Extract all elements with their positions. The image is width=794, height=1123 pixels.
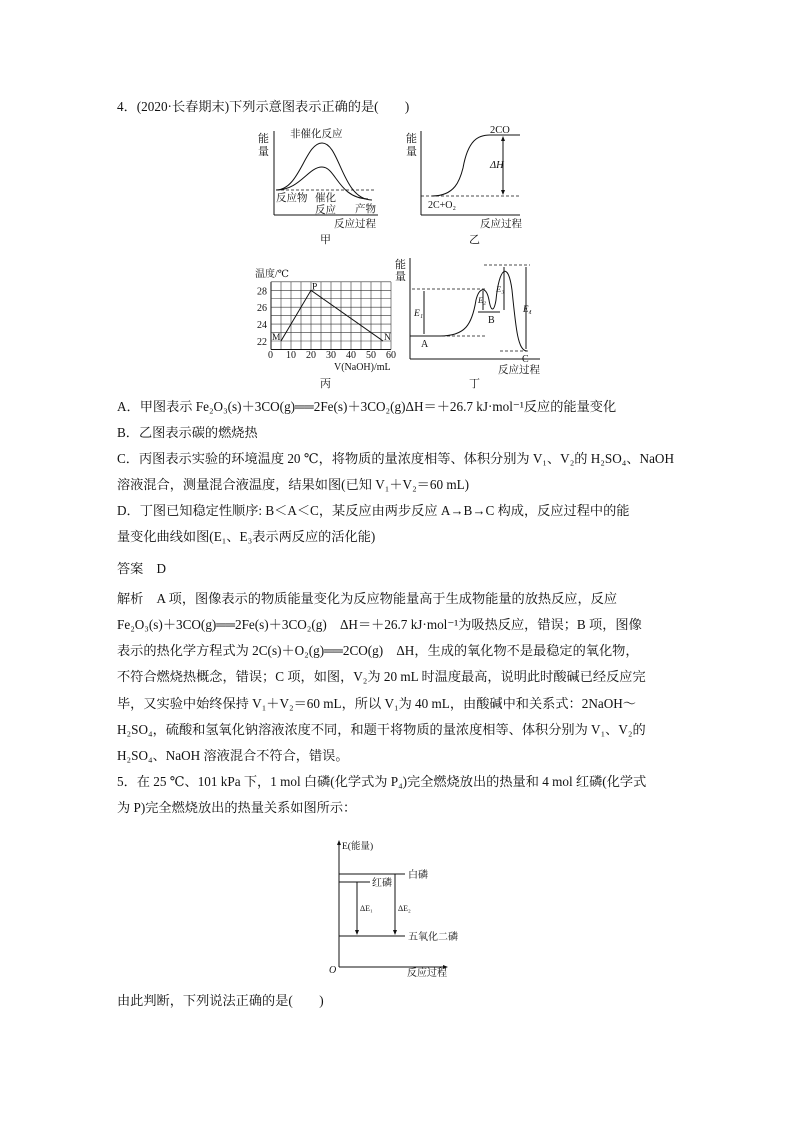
x-tick-label: 40 <box>346 350 356 361</box>
caption: 乙 <box>469 234 480 246</box>
y-tick-label: 22 <box>257 337 267 348</box>
caption: 甲 <box>320 234 331 246</box>
dh-label: ΔH <box>490 160 504 171</box>
product-label: 2CO <box>490 125 510 136</box>
analysis-line: Fe₂O₃(s)＋3CO(g)══2Fe(s)＋3CO₂(g) ΔH＝＋26.7 kJ·mol⁻¹为吸热反应，错误；B 项，图像 <box>117 617 642 632</box>
question-5-prompt: 由此判断，下列说法正确的是( ) <box>117 993 324 1008</box>
axis-label: 能 <box>406 133 417 145</box>
axis-label: 量 <box>406 146 417 158</box>
y-tick-label: 26 <box>257 303 267 315</box>
e2-label: E₂ <box>478 295 487 305</box>
option-c-cont: 溶液混合，测量混合液温度，结果如图(已知 V₁＋V₂＝60 mL) <box>117 477 470 492</box>
y-tick-label: 24 <box>257 320 267 332</box>
question-5-stem: 5．在 25 ℃、101 kPa 下，1 mol 白磷(化学式为 P₄)完全燃烧放出的热量和 4 mol 红磷(化学式 <box>117 774 647 789</box>
question-5-stem-cont: 为 P)完全燃烧放出的热量关系如图所示： <box>117 800 357 815</box>
option-a: A．甲图表示 Fe₂O₃(s)＋3CO(g)══2Fe(s)＋3CO₂(g)ΔH＝＋26.7 kJ·mol⁻¹反应的能量变化 <box>117 399 617 414</box>
cat-label: 催化 <box>315 193 336 204</box>
analysis-line: H₂SO₄、NaOH 溶液混合不符合，错误。 <box>117 748 349 763</box>
p2o5-label: 五氧化二磷 <box>408 932 458 943</box>
de1-label: ΔE₁ <box>360 904 373 913</box>
option-b: B．乙图表示碳的燃烧热 <box>117 425 258 440</box>
arrowheads <box>355 930 397 935</box>
x-tick-label: 20 <box>306 350 316 361</box>
point-p: P <box>312 282 318 293</box>
axis-label: 能 <box>395 259 406 271</box>
e1-label: E₁ <box>414 309 424 319</box>
white-p-label: 白磷 <box>408 870 428 881</box>
curve-label: 非催化反应 <box>290 129 343 140</box>
analysis-line: 毕，又实验中始终保持 V₁＋V₂＝60 mL，所以 V₁为 40 mL，由酸碱中和关系式：2NaOH～ <box>117 696 636 711</box>
answer: 答案 D <box>117 561 167 576</box>
figure-q5 <box>329 840 458 979</box>
de2-label: ΔE₂ <box>398 904 411 913</box>
e4-label: E₄ <box>523 304 532 314</box>
x-axis-label: 反应过程 <box>334 219 376 230</box>
caption: 丁 <box>469 378 480 390</box>
x-axis-label: 反应过程 <box>407 968 447 979</box>
y-tick-label: 28 <box>257 286 267 298</box>
red-p-label: 红磷 <box>372 878 392 889</box>
origin-label: O <box>329 965 337 976</box>
analysis-line: 解析 A 项，图像表示的物质能量变化为反应物能量高于生成物能量的放热反应，反应 <box>117 591 618 606</box>
x-tick-label: 50 <box>366 350 376 361</box>
energy-arrows <box>424 267 526 349</box>
figure-ding <box>395 257 540 390</box>
point-n: N <box>384 333 391 343</box>
uncatalyzed-curve <box>276 143 372 200</box>
point-c: C <box>522 354 529 365</box>
y-axis-label: E(能量) <box>342 842 374 852</box>
x-tick-label: 0 <box>268 350 273 361</box>
analysis-line: H₂SO₄，硫酸和氢氧化钠溶液浓度不同，和题干将物质的量浓度相等、体积分别为 V₁、V₂的 <box>117 722 646 737</box>
x-axis-label: 反应过程 <box>498 365 540 376</box>
x-tick-label: 60 <box>386 350 396 361</box>
axis-label: 量 <box>258 146 269 158</box>
x-axis-label: V(NaOH)/mL <box>334 362 391 373</box>
x-tick-label: 30 <box>326 350 336 361</box>
axis-arrowheads <box>337 840 448 969</box>
option-d-cont: 量变化曲线如图(E₁、E₃表示两反应的活化能) <box>117 529 376 544</box>
energy-curve <box>432 135 520 196</box>
cat-label: 反应 <box>315 205 336 216</box>
point-b: B <box>488 315 495 326</box>
figure-jia <box>258 127 378 246</box>
point-a: A <box>421 339 429 350</box>
analysis-line: 表示的热化学方程式为 2C(s)＋O₂(g)══2CO(g) ΔH，生成的氧化物不是最稳定的氧化物， <box>117 643 639 658</box>
product-label: 产物 <box>355 204 376 215</box>
point-m: M <box>272 333 281 343</box>
e3-label: E₃ <box>496 284 505 294</box>
option-c: C．丙图表示实验的环境温度 20 ℃，将物质的量浓度相等、体积分别为 V₁、V₂的 H₂SO₄、NaOH <box>117 451 674 466</box>
x-axis-label: 反应过程 <box>480 219 522 230</box>
y-axis-label: 温度/℃ <box>255 269 289 280</box>
reactant-label: 2C+O₂ <box>428 200 457 211</box>
axis-label: 量 <box>395 271 406 283</box>
analysis-line: 不符合燃烧热概念，错误；C 项，如图，V₂为 20 mL 时温度最高，说明此时酸碱已经反应完 <box>117 669 646 684</box>
option-d: D．丁图已知稳定性顺序: B＜A＜C，某反应由两步反应 A→B→C 构成，反应过程中的能 <box>117 503 630 518</box>
figure-yi <box>406 125 522 246</box>
axis-label: 能 <box>258 133 269 145</box>
x-tick-label: 10 <box>286 350 296 361</box>
caption: 丙 <box>320 378 331 390</box>
reactant-label: 反应物 <box>276 193 308 204</box>
question-4-stem: 4．(2020·长春期末)下列示意图表示正确的是( ) <box>117 99 410 114</box>
figure-bing <box>255 267 396 390</box>
